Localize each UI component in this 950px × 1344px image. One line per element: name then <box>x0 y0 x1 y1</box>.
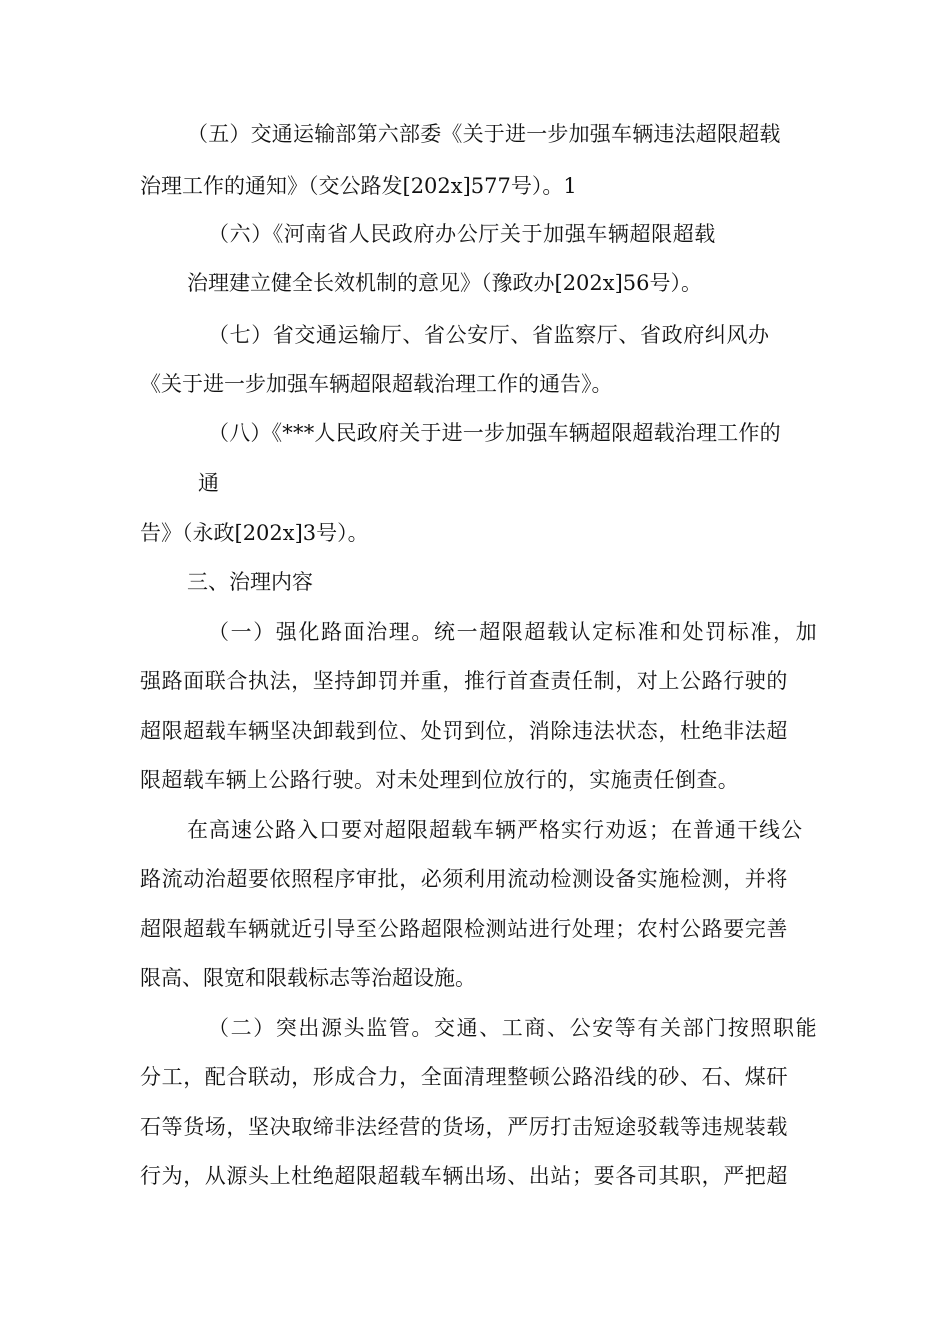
paragraph-line: 在高速公路入口要对超限超载车辆严格实行劝返；在普通干线公 <box>187 818 803 842</box>
paragraph-line: （一）强化路面治理。统一超限超载认定标准和处罚标准，加 <box>208 620 819 644</box>
paragraph-line: （八）《***人民政府关于进一步加强车辆超限超载治理工作的 <box>208 421 781 445</box>
paragraph-line: 告》（永政[202x]3号）。 <box>140 521 369 545</box>
paragraph-line: 路流动治超要依照程序审批，必须利用流动检测设备实施检测，并将 <box>140 867 788 891</box>
paragraph-line: 分工，配合联动，形成合力，全面清理整顿公路沿线的砂、石、煤矸 <box>140 1065 788 1089</box>
paragraph-line: 治理建立健全长效机制的意见》（豫政办[202x]56号）。 <box>187 271 703 295</box>
paragraph-line: 限高、限宽和限载标志等治超设施。 <box>140 966 476 990</box>
paragraph-line: （六）《河南省人民政府办公厅关于加强车辆超限超载 <box>208 222 716 246</box>
paragraph-line: 限超载车辆上公路行驶。对未处理到位放行的，实施责任倒查。 <box>140 768 740 792</box>
paragraph-line: 《关于进一步加强车辆超限超载治理工作的通告》。 <box>140 372 613 396</box>
paragraph-line: （五）交通运输部第六部委《关于进一步加强车辆违法超限超载 <box>187 122 781 146</box>
section-heading: 三、治理内容 <box>187 570 313 594</box>
paragraph-line: 治理工作的通知》（交公路发[202x]577号）。1 <box>140 174 577 198</box>
paragraph-line: 强路面联合执法，坚持卸罚并重，推行首查责任制，对上公路行驶的 <box>140 669 788 693</box>
paragraph-line: 超限超载车辆就近引导至公路超限检测站进行处理；农村公路要完善 <box>140 917 788 941</box>
paragraph-line: 通 <box>198 471 219 495</box>
paragraph-line: 超限超载车辆坚决卸载到位、处罚到位，消除违法状态，杜绝非法超 <box>140 719 788 743</box>
paragraph-line: 石等货场，坚决取缔非法经营的货场，严厉打击短途驳载等违规装载 <box>140 1115 788 1139</box>
paragraph-line: （二）突出源头监管。交通、工商、公安等有关部门按照职能 <box>208 1016 819 1040</box>
paragraph-line: 行为，从源头上杜绝超限超载车辆出场、出站；要各司其职，严把超 <box>140 1164 788 1188</box>
paragraph-line: （七）省交通运输厅、省公安厅、省监察厅、省政府纠风办 <box>208 323 770 347</box>
